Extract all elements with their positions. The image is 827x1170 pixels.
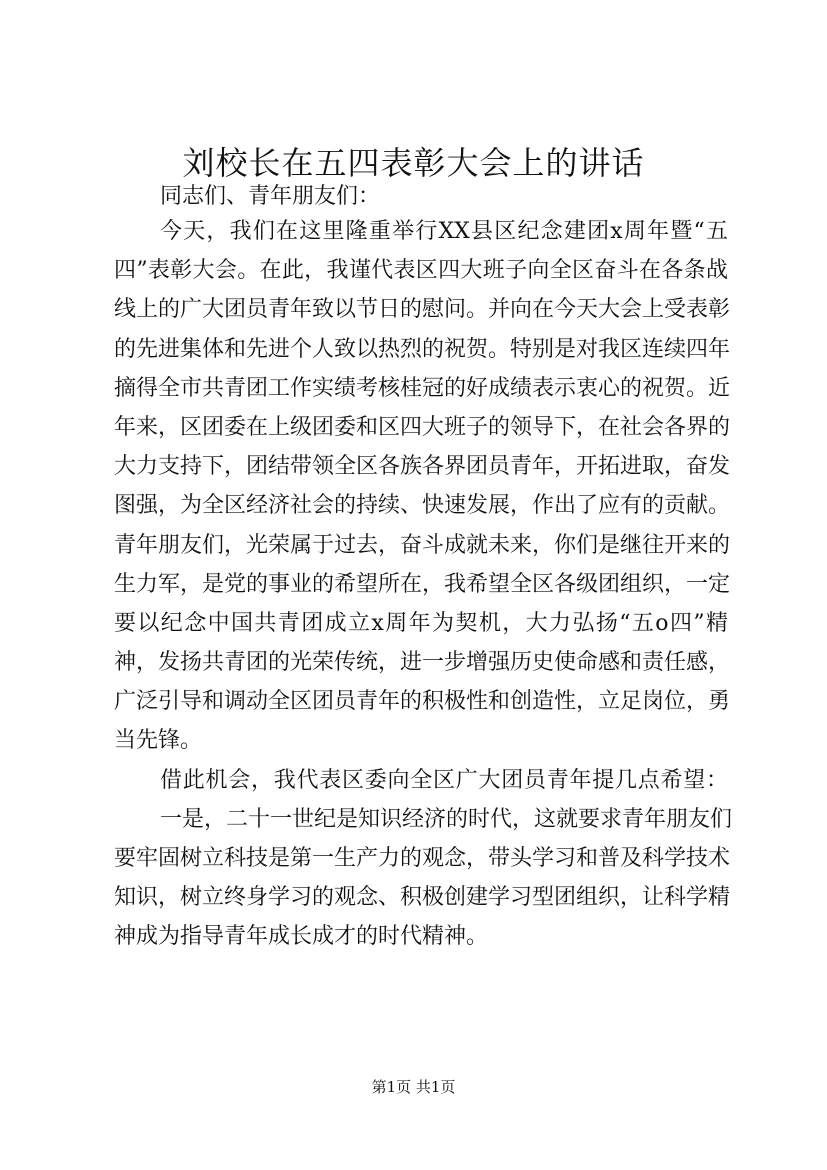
text-line: 四”表彰大会。在此，我谨代表区四大班子向全区奋斗在各条战 <box>114 258 728 284</box>
text-line: 摘得全市共青团工作实绩考核桂冠的好成绩表示衷心的祝贺。近 <box>114 375 731 401</box>
text-line: 当先锋。 <box>114 728 203 754</box>
page-footer: 第1页 共1页 <box>371 1078 456 1096</box>
text-line: 要以纪念中国共青团成立x周年为契机，大力弘扬“五o四”精 <box>114 610 728 636</box>
text-line: 神成为指导青年成长成才的时代精神。 <box>114 924 489 950</box>
text-line: 青年朋友们，光荣属于过去，奋斗成就未来，你们是继往开来的 <box>114 532 731 558</box>
text-line: 神，发扬共青团的光荣传统，进一步增强历史使命感和责任感， <box>114 650 731 676</box>
document-body <box>114 182 733 957</box>
text-line: 今天，我们在这里隆重举行XX县区纪念建团x周年暨“五 <box>160 219 728 244</box>
text-line: 的先进集体和先进个人致以热烈的祝贺。特别是对我区连续四年 <box>114 336 731 362</box>
text-line: 线上的广大团员青年致以节日的慰问。并向在今天大会上受表彰 <box>114 297 731 323</box>
text-line: 生力军，是党的事业的希望所在，我希望全区各级团组织，一定 <box>114 571 731 597</box>
text-line: 图强，为全区经济社会的持续、快速发展，作出了应有的贡献。 <box>114 493 731 519</box>
text-line: 一是，二十一世纪是知识经济的时代，这就要求青年朋友们 <box>160 806 733 832</box>
text-line: 同志们、青年朋友们： <box>160 184 381 209</box>
text-line: 知识，树立终身学习的观念、积极创建学习型团组织，让科学精 <box>114 885 731 911</box>
text-line: 年来，区团委在上级团委和区四大班子的领导下，在社会各界的 <box>114 414 731 440</box>
text-line: 大力支持下，团结带领全区各族各界团员青年，开拓进取，奋发 <box>114 454 731 480</box>
text-line: 借此机会，我代表区委向全区广大团员青年提几点希望： <box>160 767 728 793</box>
text-line: 要牢固树立科技是第一生产力的观念，带头学习和普及科学技术 <box>114 846 731 871</box>
text-line: 广泛引导和调动全区团员青年的积极性和创造性，立足岗位，勇 <box>114 689 731 715</box>
document-title: 刘校长在五四表彰大会上的讲话 <box>182 144 645 182</box>
